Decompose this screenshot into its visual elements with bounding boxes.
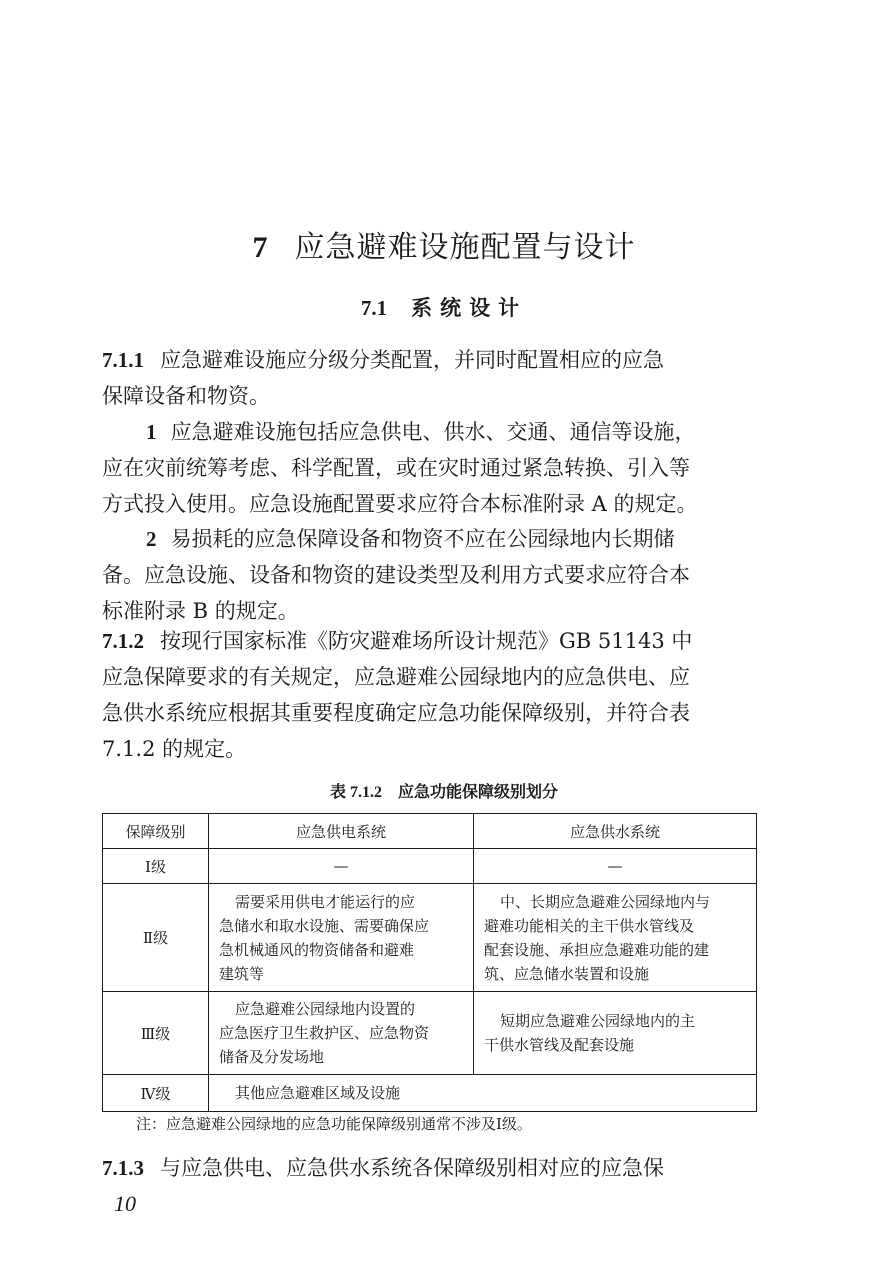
clause-7-1-1 [102,342,756,414]
cell-line: 配套设施、承担应急避难功能的建 [484,940,710,959]
chapter-title [0,222,888,266]
level-cell: Ⅲ级 [103,992,209,1075]
water-cell: — [474,849,757,884]
table-header-row [103,814,757,849]
cell-line: 急机械通风的物资储备和避难 [219,940,415,959]
clause-7-1-1-item-1 [102,414,756,522]
table-row [103,992,757,1075]
clause-text-line: 7.1.2 的规定。 [102,737,247,761]
clause-text-line: 保障设备和物资。 [102,384,270,408]
table-caption [0,779,888,802]
cell-line: 短期应急避难公园绿地内的主 [500,1012,696,1030]
clause-7-1-3 [102,1150,756,1186]
item-number: 1 [146,420,157,444]
clause-text-line: 急供水系统应根据其重要程度确定应急功能保障级别，并符合表 [102,701,690,725]
item-text-line: 标准附录 B 的规定。 [102,599,299,623]
table-number: 表 7.1.2 [329,784,382,801]
cell-line: 中、长期应急避难公园绿地内与 [500,892,711,911]
table-row [103,1075,757,1112]
power-cell [209,884,474,992]
level-cell: Ⅱ级 [103,884,209,992]
table-row [103,884,757,992]
item-text-line: 易损耗的应急保障设备和物资不应在公园绿地内长期储 [170,527,675,551]
cell-line: 急储水和取水设施、需要确保应 [219,916,430,935]
item-text-line: 应急避难设施包括应急供电、供水、交通、通信等设施， [170,420,696,444]
item-number: 2 [146,527,157,551]
chapter-number: 7 [252,231,269,264]
cell-line: 避难功能相关的主干供水管线及 [484,916,695,935]
column-header: 应急供水系统 [474,814,757,849]
power-cell [209,992,474,1075]
clause-text-line: 应急保障要求的有关规定，应急避难公园绿地内的应急供电、应 [102,665,690,689]
table-title: 应急功能保障级别划分 [398,782,559,801]
section-title [0,292,888,322]
clause-7-1-2 [102,623,756,767]
page-number: 10 [114,1191,136,1216]
chapter-title-text: 应急避难设施配置与设计 [294,230,636,265]
column-header: 保障级别 [103,814,209,849]
clause-7-1-1-item-2 [102,521,756,629]
cell-line: 建筑等 [219,964,265,983]
clause-number: 7.1.3 [102,1156,144,1180]
section-number: 7.1 [360,296,388,320]
cell-line: 需要采用供电才能运行的应 [235,892,416,911]
water-cell [474,884,757,992]
table-row [103,849,757,884]
cell-line: 筑、应急储水装置和设施 [484,964,650,983]
level-cell: Ⅰ级 [103,849,209,884]
item-text-line: 应在灾前统筹考虑、科学配置，或在灾时通过紧急转换、引入等 [102,456,690,480]
table-note: 注：应急避难公园绿地的应急功能保障级别通常不涉及Ⅰ级。 [136,1115,532,1133]
clause-text-line: 按现行国家标准《防灾避难场所设计规范》GB 51143 中 [160,629,693,653]
item-text-line: 备。应急设施、设备和物资的建设类型及利用方式要求应符合本 [102,563,690,587]
clause-number: 7.1.2 [102,629,144,653]
cell-line: 应急医疗卫生救护区、应急物资 [219,1024,430,1042]
power-cell: — [209,849,474,884]
section-title-text: 系统设计 [411,296,528,320]
level-cell: Ⅳ级 [103,1075,209,1112]
clause-text-line: 与应急供电、应急供水系统各保障级别相对应的应急保 [160,1156,664,1180]
clause-text-line: 应急避难设施应分级分类配置，并同时配置相应的应急 [160,348,664,372]
clause-number: 7.1.1 [102,348,144,372]
column-header: 应急供电系统 [209,814,474,849]
cell-line: 干供水管线及配套设施 [484,1036,635,1054]
water-cell [474,992,757,1075]
item-text-line: 方式投入使用。应急设施配置要求应符合本标准附录 A 的规定。 [102,492,698,516]
cell-line: 储备及分发场地 [219,1048,325,1066]
cell-line: 其他应急避难区域及设施 [235,1084,401,1102]
cell-line: 应急避难公园绿地内设置的 [235,1000,416,1018]
protection-level-table [102,813,757,1112]
combined-cell [209,1075,757,1112]
